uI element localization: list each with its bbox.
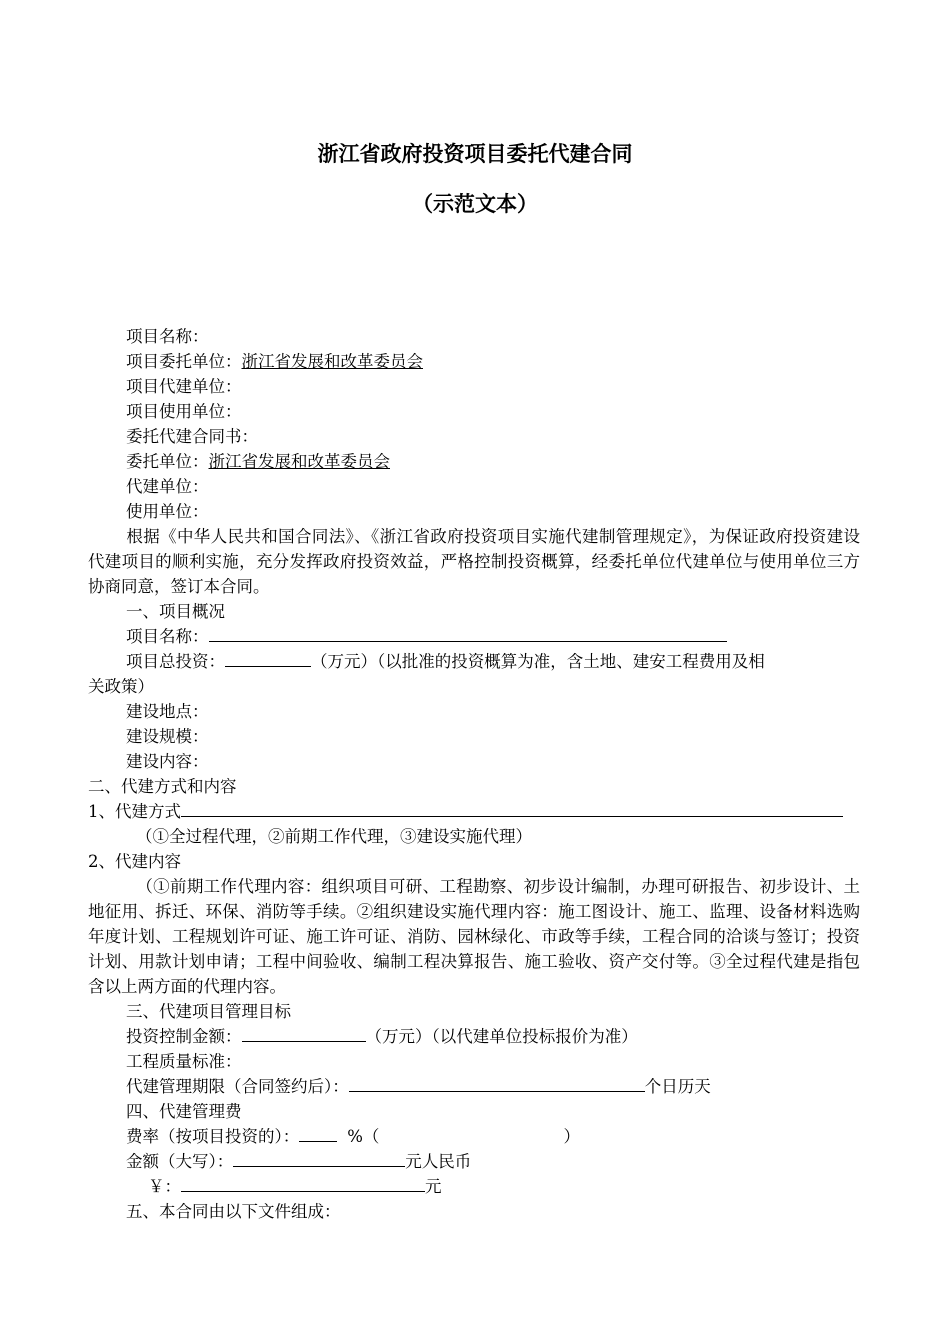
s1-invest-label: 项目总投资： <box>126 652 225 671</box>
entrust-line <box>126 450 390 474</box>
section2-heading: 二、代建方式和内容 <box>88 777 237 796</box>
section1-heading: 一、项目概况 <box>126 602 225 621</box>
use-unit-line <box>126 400 242 424</box>
s2-content-paragraph <box>88 874 860 999</box>
s1-scale-label: 建设规模： <box>126 727 209 746</box>
s1-invest-line <box>126 650 765 674</box>
use-unit-label: 项目使用单位： <box>126 402 242 421</box>
section4-heading: 四、代建管理费 <box>126 1102 242 1121</box>
s4-amount-label: 金额（大写）： <box>126 1152 234 1171</box>
rate-blank <box>299 1125 337 1142</box>
s1-invest-tail2: 关政策） <box>88 677 154 696</box>
entrust-unit-value: 浙江省发展和改革委员会 <box>241 352 423 371</box>
section5-heading: 五、本合同由以下文件组成： <box>126 1202 341 1221</box>
intro-text: 根据《中华人民共和国合同法》、《浙江省政府投资项目实施代建制管理规定》，为保证政府投资建设代建项目的顺利实施，充分发挥政府投资效益，严格控制投资概算，经委托单位代建单位与使用单位三方协商同意，签订本合同。 <box>88 527 860 596</box>
s4-yen-line <box>148 1175 442 1199</box>
s4-rate-line <box>126 1125 580 1149</box>
agent-unit-line <box>126 375 242 399</box>
s2-content-text: （①前期工作代理内容：组织项目可研、工程勘察、初步设计编制，办理可研报告、初步设计、土地征用、拆迁、环保、消防等手续。②组织建设实施代理内容：施工图设计、施工、监理、设备材料选购年度计划、工程规划许可证、施工许可证、消防、园林绿化、市政等手续，工程合同的洽谈与签订；投资计划、用款计划申请；工程中间验收、编制工程决算报告、施工验收、资产交付等。③全过程代建是指包含以上两方面的代理内容。 <box>88 877 860 996</box>
agent-unit-label: 项目代建单位： <box>126 377 242 396</box>
s2-mode-options: （①全过程代理，②前期工作代理，③建设实施代理） <box>136 827 532 846</box>
s1-content-label: 建设内容： <box>126 752 209 771</box>
s1-name-line <box>126 625 727 649</box>
amount-blank <box>233 1150 405 1167</box>
agent-line <box>126 475 209 499</box>
document-subtitle: （示范文本） <box>412 191 538 216</box>
project-name-line <box>126 325 209 349</box>
entrust-value: 浙江省发展和改革委员会 <box>208 452 390 471</box>
s3-period-tail: 个日历天 <box>644 1077 711 1096</box>
total-invest-blank <box>225 650 311 667</box>
contract-line <box>126 425 258 449</box>
user-line <box>126 500 209 524</box>
mode-blank <box>181 800 843 817</box>
entrust-unit-label: 项目委托单位： <box>126 352 242 371</box>
s3-invest-line <box>126 1025 638 1049</box>
s4-yen-tail: 元 <box>425 1177 442 1196</box>
s3-invest-tail: （万元）（以代建单位投标报价为准） <box>365 1027 638 1046</box>
s3-period-line <box>126 1075 711 1099</box>
project-name-blank <box>209 625 727 642</box>
s2-content-label: 2、代建内容 <box>88 852 181 871</box>
project-name-label: 项目名称： <box>126 327 209 346</box>
s1-site-label: 建设地点： <box>126 702 209 721</box>
s4-amount-line <box>126 1150 471 1174</box>
agent-label: 代建单位： <box>126 477 209 496</box>
s1-name-label: 项目名称： <box>126 627 209 646</box>
s3-invest-label: 投资控制金额： <box>126 1027 242 1046</box>
entrust-label: 委托单位： <box>126 452 209 471</box>
document-title: 浙江省政府投资项目委托代建合同 <box>317 141 633 166</box>
yen-blank <box>181 1175 425 1192</box>
s2-mode-line <box>88 800 843 824</box>
s4-rate-label: 费率（按项目投资的）： <box>126 1127 300 1146</box>
intro-paragraph <box>88 524 860 599</box>
invest-control-blank <box>242 1025 366 1042</box>
section3-heading: 三、代建项目管理目标 <box>126 1002 291 1021</box>
period-blank <box>349 1075 645 1092</box>
s2-mode-label: 1、代建方式 <box>88 802 181 821</box>
s4-yen-label: ￥： <box>148 1177 181 1196</box>
entrust-unit-line <box>126 350 423 374</box>
s3-period-label: 代建管理期限（合同签约后）： <box>126 1077 349 1096</box>
user-label: 使用单位： <box>126 502 209 521</box>
s3-quality-label: 工程质量标准： <box>126 1052 242 1071</box>
s4-rate-tail: %（ <box>347 1127 380 1146</box>
s4-rate-close: ） <box>563 1127 580 1146</box>
s1-invest-tail: （万元）（以批准的投资概算为准，含土地、建安工程费用及相 <box>311 652 765 671</box>
contract-label: 委托代建合同书： <box>126 427 258 446</box>
s4-amount-tail: 元人民币 <box>405 1152 472 1171</box>
